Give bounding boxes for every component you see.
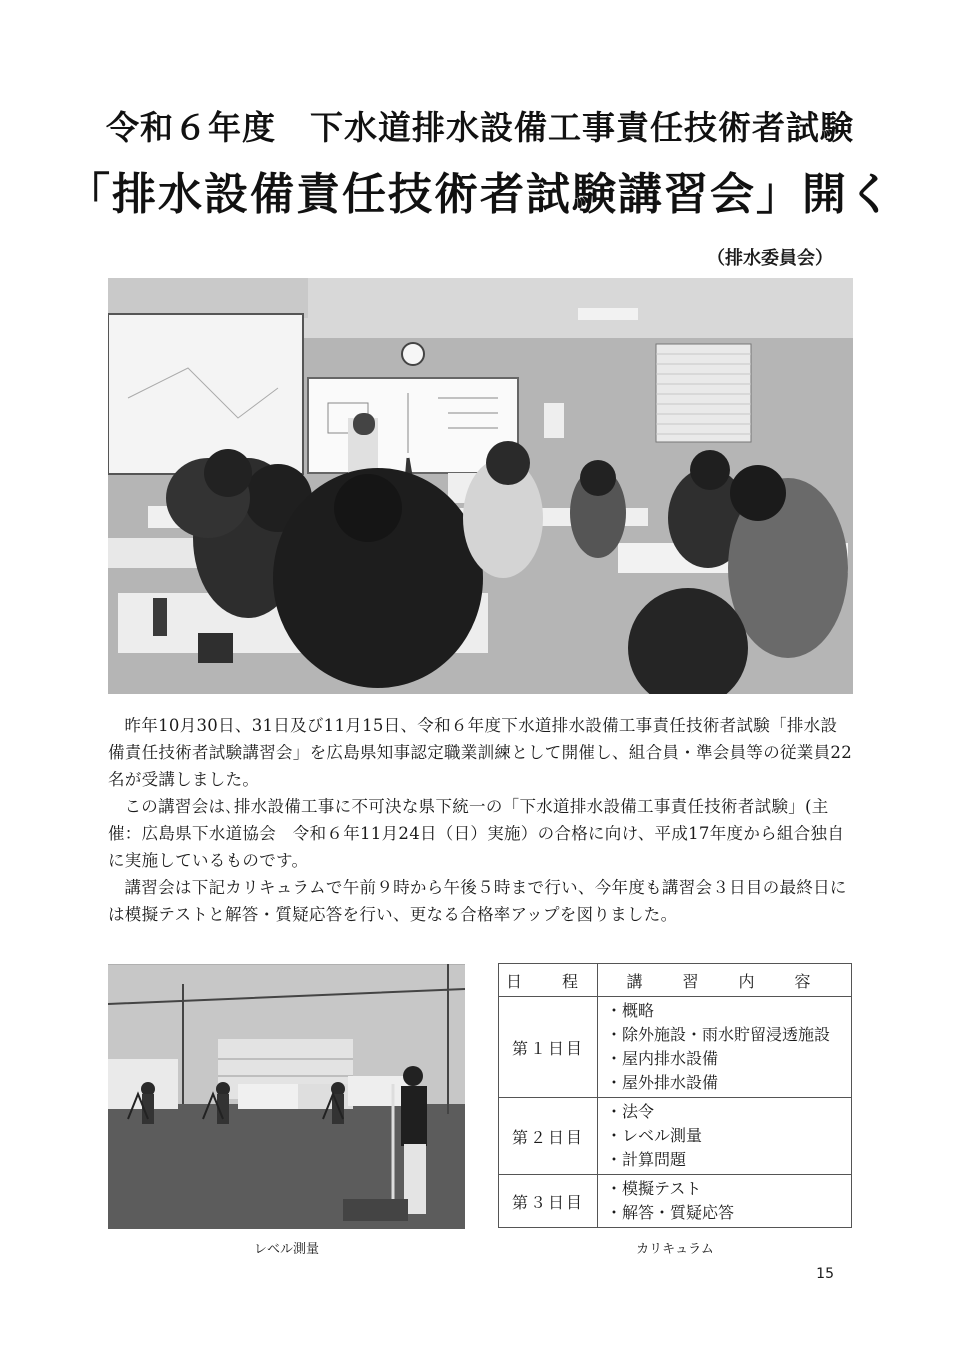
items-cell <box>598 997 852 1098</box>
list-item: ・屋外排水設備 <box>606 1073 719 1092</box>
article-paragraph-2: この講習会は､排水設備工事に不可決な県下統一の「下水道排水設備工事責任技術者試験」(主催：広島県下水道協会 令和６年11月24日（日）実施）の合格に向け、平成17年度から組合独自に実施しているものです。 <box>108 797 845 870</box>
table-row <box>499 997 852 1098</box>
photo-caption: レベル測量 <box>253 1242 319 1257</box>
table-row <box>499 1175 852 1228</box>
article-body <box>108 712 853 928</box>
list-item: ・模擬テスト <box>606 1179 702 1198</box>
article-paragraph-1: 昨年10月30日、31日及び11月15日、令和６年度下水道排水設備工事責任技術者試験「排水設備責任技術者試験講習会」を広島県知事認定職業訓練として開催し、組合員・準会員等の従業員22名が受講しました。 <box>108 716 852 789</box>
article-paragraph-3: 講習会は下記カリキュラムで午前９時から午後５時まで行い、今年度も講習会３日目の最終日には模擬テストと解答・質疑応答を行い、更なる合格率アップを図りました。 <box>108 878 847 924</box>
list-item: ・除外施設・雨水貯留浸透施設 <box>606 1025 831 1044</box>
table-row <box>499 1098 852 1175</box>
list-item: ・解答・質疑応答 <box>606 1203 735 1222</box>
day-cell: 第１日目 <box>499 997 598 1098</box>
table-caption: カリキュラム <box>636 1242 714 1257</box>
curriculum-table <box>498 963 852 1228</box>
items-cell <box>598 1098 852 1175</box>
items-cell <box>598 1175 852 1228</box>
level-survey-photo <box>108 964 465 1229</box>
day-cell: 第２日目 <box>499 1098 598 1175</box>
column-header-content: 講 習 内 容 <box>598 964 852 997</box>
day-cell: 第３日目 <box>499 1175 598 1228</box>
page-number: 15 <box>816 1266 834 1282</box>
committee-label: （排水委員会） <box>707 248 833 269</box>
title-line-1: 令和６年度 下水道排水設備工事責任技術者試験 <box>106 108 854 147</box>
list-item: ・概略 <box>606 1001 655 1020</box>
curriculum-header-row <box>499 964 852 997</box>
list-item: ・屋内排水設備 <box>606 1049 719 1068</box>
list-item: ・レベル測量 <box>606 1126 703 1145</box>
list-item: ・計算問題 <box>606 1150 687 1169</box>
list-item: ・法令 <box>606 1102 655 1121</box>
title-line-2: 「排水設備責任技術者試験講習会」開く <box>66 169 894 220</box>
classroom-photo <box>108 278 853 694</box>
column-header-schedule: 日 程 <box>499 964 598 997</box>
